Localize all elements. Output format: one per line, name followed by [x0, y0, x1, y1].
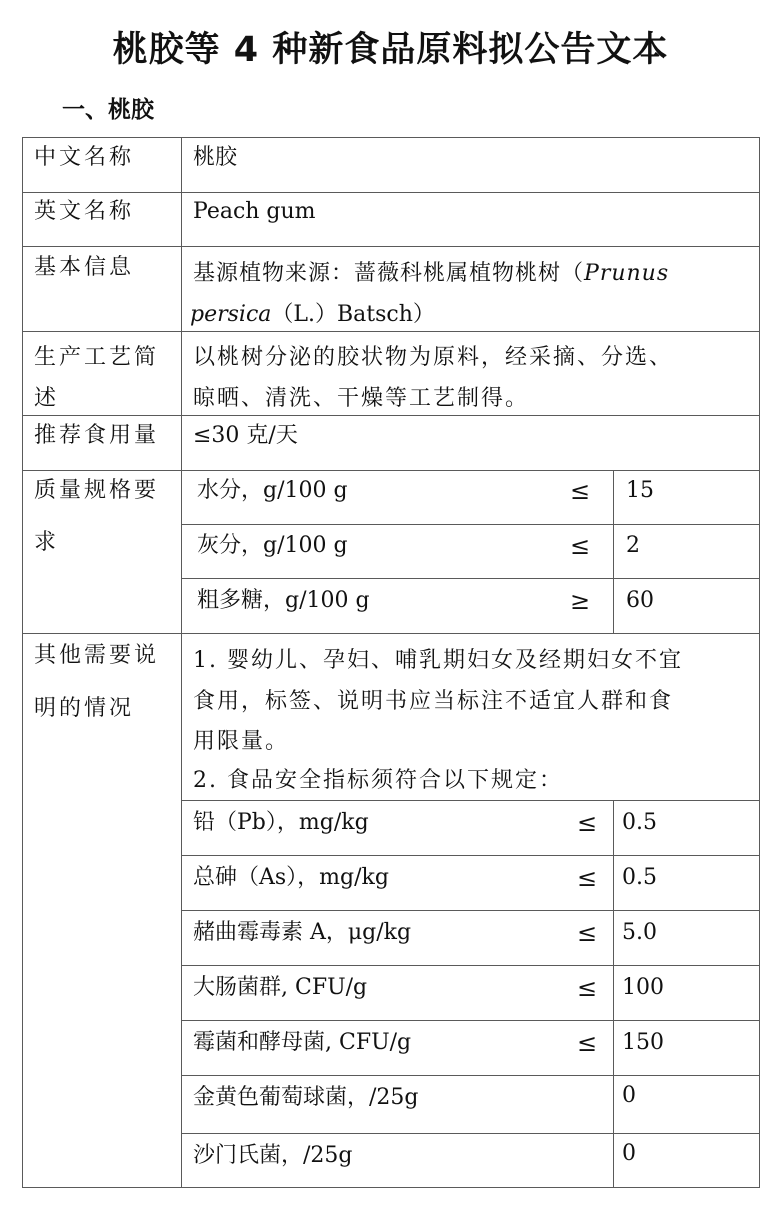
quality-item-value: 60 — [626, 588, 654, 613]
quality-item-value: 2 — [626, 533, 640, 558]
note-1-line3: 用限量。 — [193, 729, 290, 754]
dose-value: ≤30 克/天 — [193, 423, 298, 448]
other-label: 其他需要说 — [34, 643, 160, 668]
safety-item-name: 赭曲霉毒素 A，μg/kg — [193, 920, 412, 945]
en-name-value: Peach gum — [193, 199, 316, 224]
note-1-line2: 食用，标签、说明书应当标注不适宜人群和食 — [193, 689, 674, 714]
safety-item-value: 100 — [622, 975, 664, 1000]
cn-name-value: 桃胶 — [193, 145, 238, 170]
page-title: 桃胶等 4 种新食品原料拟公告文本 — [112, 30, 669, 70]
note-1: 1. 婴幼儿、孕妇、哺乳期妇女及经期妇女不宜 — [193, 648, 683, 673]
safety-item-name: 金黄色葡萄球菌，/25g — [193, 1085, 419, 1110]
table-border-bottom — [22, 1187, 760, 1188]
value-column-divider — [613, 800, 614, 1188]
basic-info-label: 基本信息 — [34, 255, 135, 280]
safety-item-value: 0.5 — [622, 865, 657, 890]
label-column-divider — [181, 137, 182, 1188]
process-label: 生产工艺简 — [34, 345, 160, 370]
safety-item-value: 150 — [622, 1030, 664, 1055]
basic-info-latin-species: persica — [190, 302, 272, 327]
basic-info-latin-genus: Prunus — [584, 261, 670, 286]
value-column-divider — [613, 470, 614, 633]
quality-item-name: 水分，g/100 g — [197, 478, 348, 503]
table-border-right — [759, 137, 760, 1188]
safety-item-operator: ≤ — [577, 864, 598, 892]
safety-item-name: 总砷（As），mg/kg — [193, 865, 389, 890]
en-name-label: 英文名称 — [34, 199, 135, 224]
safety-item-operator: ≤ — [577, 919, 598, 947]
quality-item-name: 粗多糖，g/100 g — [197, 588, 370, 613]
safety-item-operator: ≤ — [577, 809, 598, 837]
table-border-left — [22, 137, 23, 1188]
quality-item-name: 灰分，g/100 g — [197, 533, 348, 558]
basic-info-suffix: （L.）Batsch） — [271, 302, 435, 327]
process-value: 以桃树分泌的胶状物为原料，经采摘、分选、 — [193, 345, 674, 370]
note-2: 2. 食品安全指标须符合以下规定： — [193, 768, 563, 793]
section-heading: 一、桃胶 — [62, 97, 154, 123]
safety-item-name: 霉菌和酵母菌, CFU/g — [193, 1030, 412, 1055]
quality-label-line2: 求 — [34, 530, 60, 555]
safety-item-operator: ≤ — [577, 1029, 598, 1057]
quality-label: 质量规格要 — [34, 478, 160, 503]
safety-item-value: 0 — [622, 1083, 636, 1108]
process-value-line2: 晾晒、清洗、干燥等工艺制得。 — [193, 386, 530, 411]
safety-item-value: 0.5 — [622, 810, 657, 835]
quality-item-operator: ≥ — [570, 587, 591, 615]
process-label-line2: 述 — [34, 386, 60, 411]
other-label-line2: 明的情况 — [34, 696, 135, 721]
quality-item-operator: ≤ — [570, 477, 591, 505]
safety-item-value: 5.0 — [622, 920, 657, 945]
safety-item-name: 沙门氏菌，/25g — [193, 1143, 353, 1168]
basic-info-prefix: 基源植物来源：蔷薇科桃属植物桃树（ — [193, 261, 585, 286]
safety-item-name: 大肠菌群, CFU/g — [193, 975, 368, 1000]
safety-item-value: 0 — [622, 1141, 636, 1166]
quality-item-value: 15 — [626, 478, 654, 503]
safety-item-name: 铅（Pb），mg/kg — [193, 810, 369, 835]
cn-name-label: 中文名称 — [34, 145, 135, 170]
quality-item-operator: ≤ — [570, 532, 591, 560]
safety-item-operator: ≤ — [577, 974, 598, 1002]
dose-label: 推荐食用量 — [34, 423, 160, 448]
basic-info-value-line2 — [190, 293, 435, 337]
basic-info-value — [193, 252, 669, 296]
